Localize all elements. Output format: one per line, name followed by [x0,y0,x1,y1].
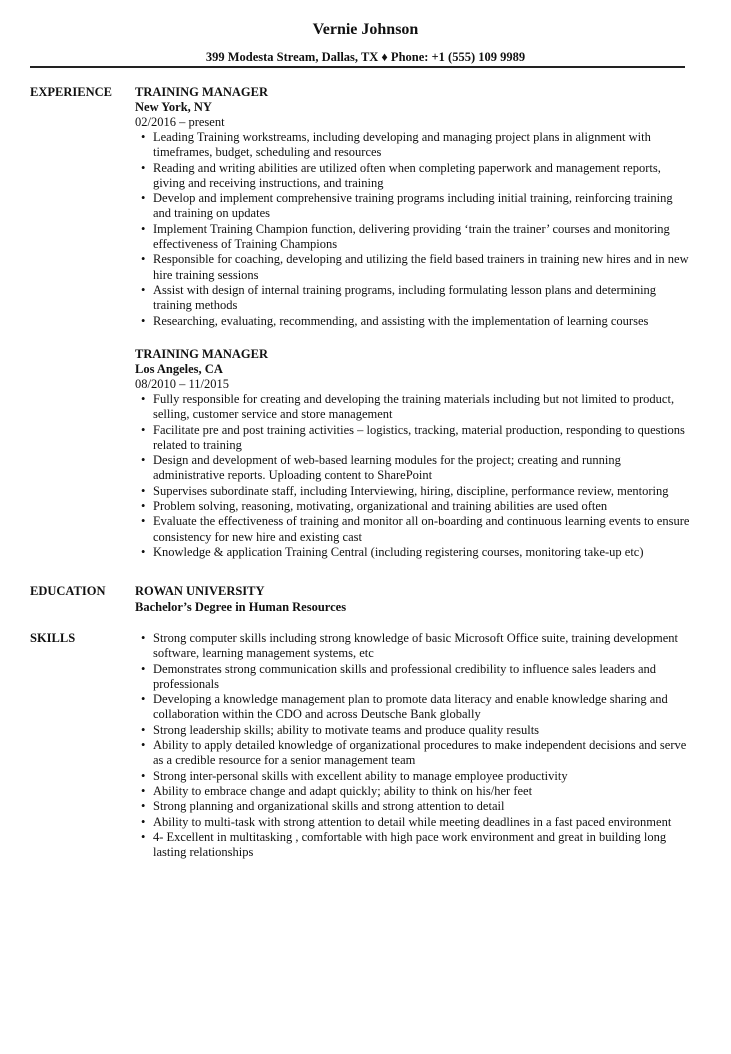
job-bullets [135,392,690,560]
list-item: • Fully responsible for creating and developing the training materials including but not limited to product, selling, customer service and store management [135,392,690,423]
education-body [135,584,690,616]
section-label-skills: SKILLS [30,631,76,645]
list-item: • Strong leadership skills; ability to motivate teams and produce quality results [135,723,690,738]
section-label-experience: EXPERIENCE [30,85,112,99]
skills-body [135,631,690,860]
school-name: ROWAN UNIVERSITY [135,584,265,598]
job-dates: 08/2010 – 11/2015 [135,377,229,391]
job-bullets [135,130,690,329]
list-item: • Implement Training Champion function, delivering providing ‘train the trainer’ courses and monitoring effectiveness of Training Champions [135,222,690,253]
list-item: • Problem solving, reasoning, motivating, organizational and training abilities are used often [135,499,690,514]
header-divider [30,66,685,68]
job-entry [135,85,690,329]
job-location: New York, NY [135,100,212,114]
skills-list [135,631,690,860]
list-item: • Strong computer skills including strong knowledge of basic Microsoft Office suite, training development software, learning management systems, etc [135,631,690,662]
list-item: • Knowledge & application Training Central (including registering courses, monitoring take-up etc) [135,545,690,560]
job-dates: 02/2016 – present [135,115,225,129]
list-item: • Leading Training workstreams, including developing and managing project plans in alignment with timeframes, budget, scheduling and resources [135,130,690,161]
list-item: • Developing a knowledge management plan to promote data literacy and enable knowledge sharing and collaboration within the CDO and across Deutsche Bank globally [135,692,690,723]
list-item: • Strong planning and organizational skills and strong attention to detail [135,799,690,814]
job-entry [135,347,690,560]
list-item: • Ability to multi-task with strong attention to detail while meeting deadlines in a fast paced environment [135,815,690,830]
job-title: TRAINING MANAGER [135,347,268,361]
contact-line: 399 Modesta Stream, Dallas, TX ♦ Phone: +1 (555) 109 9989 [205,50,526,64]
list-item: • Demonstrates strong communication skills and professional credibility to influence sales leaders and professionals [135,662,690,693]
job-title: TRAINING MANAGER [135,85,268,99]
list-item: • 4- Excellent in multitasking , comfortable with high pace work environment and great in building long lasting relationships [135,830,690,861]
list-item: • Assist with design of internal training programs, including formulating lesson plans and determining training methods [135,283,690,314]
degree: Bachelor’s Degree in Human Resources [135,600,347,614]
list-item: • Facilitate pre and post training activities – logistics, tracking, material production, responding to questions related to training [135,423,690,454]
list-item: • Strong inter-personal skills with excellent ability to manage employee productivity [135,769,690,784]
list-item: • Responsible for coaching, developing and utilizing the field based trainers in training new hires and in new hire training sessions [135,252,690,283]
list-item: • Supervises subordinate staff, including Interviewing, hiring, discipline, performance review, mentoring [135,484,690,499]
job-location: Los Angeles, CA [135,362,223,376]
resume-name: Vernie Johnson [312,21,419,38]
section-label-education: EDUCATION [30,584,106,598]
list-item: • Evaluate the effectiveness of training and monitor all on-boarding and continuous learning events to ensure consistency for new hire and existing cast [135,514,690,545]
list-item: • Researching, evaluating, recommending, and assisting with the implementation of learning courses [135,314,690,329]
list-item: • Reading and writing abilities are utilized often when completing paperwork and management reports, giving and receiving instructions, and training [135,161,690,192]
list-item: • Develop and implement comprehensive training programs including initial training, reinforcing training and training on updates [135,191,690,222]
list-item: • Ability to embrace change and adapt quickly; ability to think on his/her feet [135,784,690,799]
list-item: • Ability to apply detailed knowledge of organizational procedures to make independent decisions and serve as a credible resource for a senior management team [135,738,690,769]
list-item: • Design and development of web-based learning modules for the project; creating and running administrative reports. Uploading content to SharePoint [135,453,690,484]
